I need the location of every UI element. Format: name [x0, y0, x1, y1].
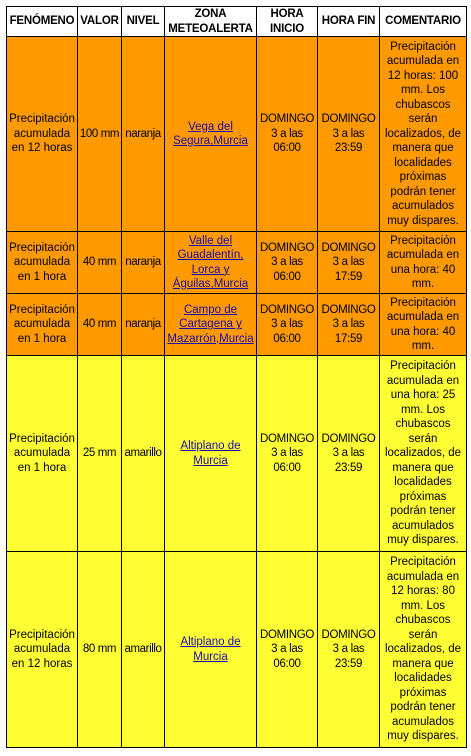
header-nivel: NIVEL	[122, 7, 165, 37]
zona-cell	[165, 232, 257, 294]
table-row	[7, 232, 467, 294]
table-header	[7, 7, 467, 37]
nivel-cell: amarillo	[122, 356, 165, 552]
table-body	[7, 37, 467, 748]
zona-link[interactable]: Altiplano de Murcia	[180, 636, 241, 663]
table-row	[7, 552, 467, 748]
hora-fin-cell: DOMINGO 3 a las 23:59	[318, 552, 380, 748]
nivel-cell: amarillo	[122, 552, 165, 748]
zona-cell	[165, 356, 257, 552]
comentario-cell: Precipitación acumulada en 12 horas: 100 mm. Los chubascos serán localizados, de manera que localidades próximas podrán tener acumulados muy dispares.	[380, 37, 467, 232]
fenomeno-cell: Precipitación acumulada en 12 horas	[7, 552, 78, 748]
comentario-cell: Precipitación acumulada en una hora: 40 mm.	[380, 294, 467, 356]
hora-fin-cell: DOMINGO 3 a las 23:59	[318, 356, 380, 552]
header-hora-inicio: HORA INICIO	[257, 7, 318, 37]
table-row	[7, 356, 467, 552]
header-fenomeno: FENÓMENO	[7, 7, 78, 37]
zona-cell	[165, 552, 257, 748]
header-hora-fin: HORA FIN	[318, 7, 380, 37]
header-valor: VALOR	[78, 7, 122, 37]
nivel-cell: naranja	[122, 294, 165, 356]
hora-fin-cell: DOMINGO 3 a las 17:59	[318, 232, 380, 294]
table-row	[7, 37, 467, 232]
header-comentario: COMENTARIO	[380, 7, 467, 37]
zona-link[interactable]: Altiplano de Murcia	[180, 440, 241, 467]
valor-cell: 25 mm	[78, 356, 122, 552]
nivel-cell: naranja	[122, 37, 165, 232]
fenomeno-cell: Precipitación acumulada en 1 hora	[7, 356, 78, 552]
hora-inicio-cell: DOMINGO 3 a las 06:00	[257, 232, 318, 294]
nivel-cell: naranja	[122, 232, 165, 294]
fenomeno-cell: Precipitación acumulada en 12 horas	[7, 37, 78, 232]
comentario-cell: Precipitación acumulada en una hora: 25 mm. Los chubascos serán localizados, de manera que localidades próximas podrán tener acumulados muy dispares.	[380, 356, 467, 552]
zona-link[interactable]: Valle del Guadalentín, Lorca y Águilas,Murcia	[172, 234, 249, 290]
hora-fin-cell: DOMINGO 3 a las 17:59	[318, 294, 380, 356]
hora-inicio-cell: DOMINGO 3 a las 06:00	[257, 552, 318, 748]
table-row	[7, 294, 467, 356]
valor-cell: 80 mm	[78, 552, 122, 748]
weather-alerts-table	[6, 6, 467, 748]
zona-cell	[165, 37, 257, 232]
comentario-cell: Precipitación acumulada en una hora: 40 mm.	[380, 232, 467, 294]
comentario-cell: Precipitación acumulada en 12 horas: 80 mm. Los chubascos serán localizados, de manera que localidades próximas podrán tener acumulados muy dispares.	[380, 552, 467, 748]
valor-cell: 40 mm	[78, 232, 122, 294]
valor-cell: 100 mm	[78, 37, 122, 232]
fenomeno-cell: Precipitación acumulada en 1 hora	[7, 232, 78, 294]
hora-inicio-cell: DOMINGO 3 a las 06:00	[257, 294, 318, 356]
zona-link[interactable]: Vega del Segura,Murcia	[173, 120, 248, 147]
valor-cell: 40 mm	[78, 294, 122, 356]
header-zona: ZONA METEOALERTA	[165, 7, 257, 37]
zona-link[interactable]: Campo de Cartagena y Mazarrón,Murcia	[167, 303, 254, 345]
header-row	[7, 7, 467, 37]
zona-cell	[165, 294, 257, 356]
hora-inicio-cell: DOMINGO 3 a las 06:00	[257, 37, 318, 232]
hora-inicio-cell: DOMINGO 3 a las 06:00	[257, 356, 318, 552]
fenomeno-cell: Precipitación acumulada en 1 hora	[7, 294, 78, 356]
hora-fin-cell: DOMINGO 3 a las 23:59	[318, 37, 380, 232]
